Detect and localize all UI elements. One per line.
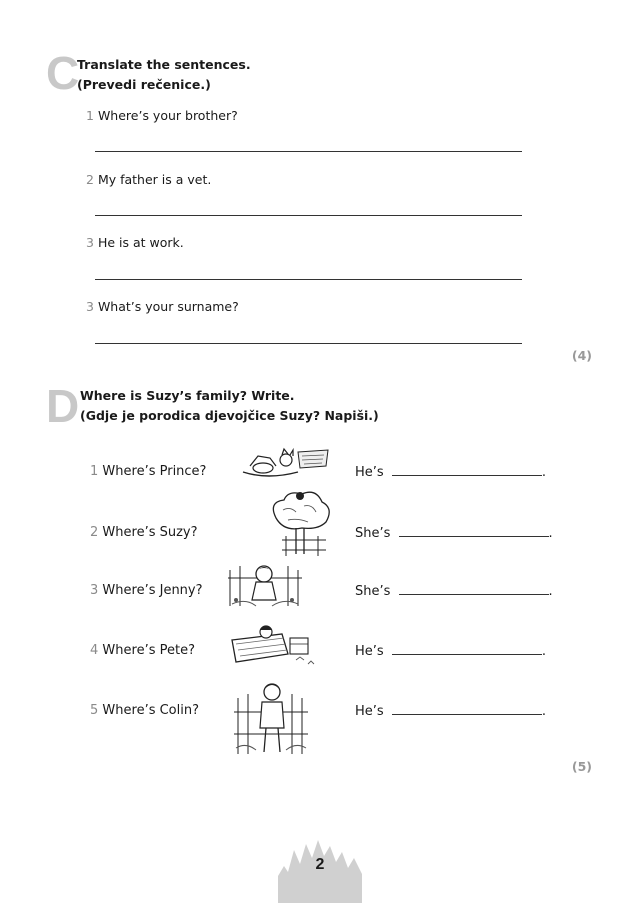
answer-prefix: She’s [355, 526, 391, 541]
item-number: 3 [86, 299, 94, 314]
answer-prefix: He’s [355, 644, 384, 659]
answer-period: . [548, 584, 553, 599]
answer-blank[interactable] [392, 643, 542, 655]
answer-prefix: He’s [355, 465, 384, 480]
translate-item-2 [86, 172, 211, 187]
question-3 [90, 583, 203, 598]
section-c-letter: C [46, 47, 80, 99]
translate-item-4 [86, 299, 239, 314]
translate-item-1 [86, 108, 238, 123]
item-number: 2 [86, 172, 94, 187]
item-number: 1 [86, 108, 94, 123]
sentence-text: Where’s your brother? [97, 108, 238, 123]
section-d-instruction-local: (Gdje je porodica djevojčice Suzy? Napiši.) [80, 408, 379, 423]
question-text: Where’s Suzy? [102, 525, 198, 540]
dog-in-kitchen-illustration [238, 446, 333, 482]
page-number: 2 [315, 856, 325, 873]
answer-period: . [541, 644, 546, 659]
section-d-instruction-en: Where is Suzy’s family? Write. [80, 388, 295, 403]
translate-item-3 [86, 235, 184, 250]
item-number: 3 [90, 583, 99, 598]
item-number: 3 [86, 235, 94, 250]
answer-line-3[interactable] [95, 279, 522, 280]
answer-period: . [548, 526, 553, 541]
answer-blank[interactable] [399, 525, 549, 537]
item-number: 5 [90, 703, 99, 718]
section-c-instruction-en: Translate the sentences. [77, 57, 251, 72]
question-text: Where’s Colin? [102, 703, 200, 718]
answer-blank[interactable] [392, 464, 542, 476]
answer-1 [355, 464, 546, 480]
answer-blank[interactable] [399, 583, 549, 595]
section-c-instruction-local: (Prevedi rečenice.) [77, 77, 211, 92]
answer-5 [355, 703, 546, 719]
girl-in-garden-illustration [226, 560, 304, 612]
question-text: Where’s Pete? [102, 643, 195, 658]
answer-line-4[interactable] [95, 343, 522, 344]
sentence-text: My father is a vet. [97, 172, 212, 187]
answer-3 [355, 583, 553, 599]
section-d-letter: D [46, 380, 80, 432]
item-number: 1 [90, 464, 99, 479]
item-number: 2 [90, 525, 99, 540]
question-text: Where’s Jenny? [102, 583, 203, 598]
answer-line-2[interactable] [95, 215, 522, 216]
answer-prefix: He’s [355, 704, 384, 719]
answer-2 [355, 525, 553, 541]
sentence-text: What’s your surname? [97, 299, 239, 314]
answer-line-1[interactable] [95, 151, 522, 152]
girl-in-tree-illustration [268, 488, 333, 558]
answer-period: . [541, 465, 546, 480]
item-number: 4 [90, 643, 99, 658]
answer-prefix: She’s [355, 584, 391, 599]
question-5 [90, 703, 199, 718]
answer-period: . [541, 704, 546, 719]
answer-blank[interactable] [392, 703, 542, 715]
question-text: Where’s Prince? [102, 464, 207, 479]
question-1 [90, 464, 206, 479]
section-c-score: (4) [571, 348, 592, 363]
question-2 [90, 525, 198, 540]
answer-4 [355, 643, 546, 659]
boy-at-fence-illustration [232, 678, 310, 758]
section-d-score: (5) [571, 759, 592, 774]
boy-in-bed-illustration [226, 620, 318, 668]
question-4 [90, 643, 195, 658]
sentence-text: He is at work. [97, 235, 184, 250]
